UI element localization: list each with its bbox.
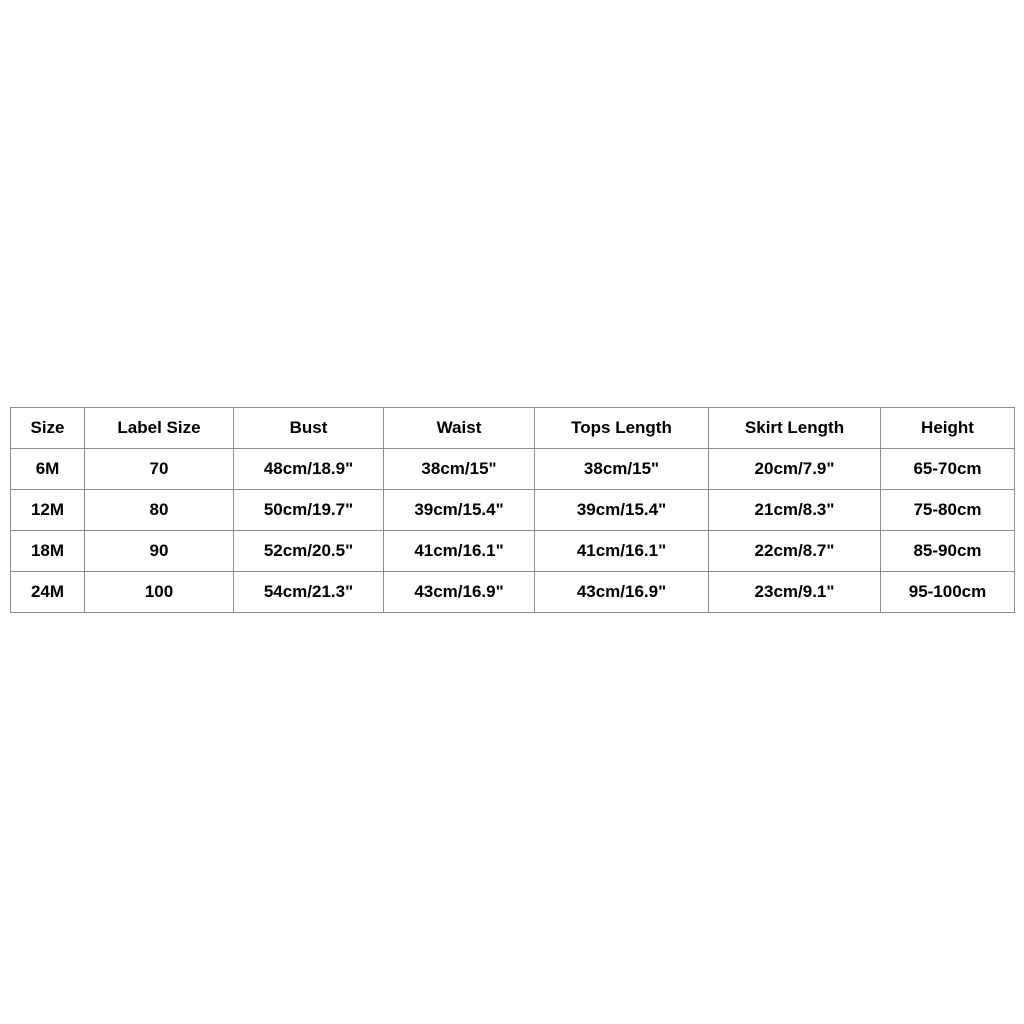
cell-skirt-length: 21cm/8.3" bbox=[709, 490, 881, 531]
header-skirt-length: Skirt Length bbox=[709, 408, 881, 449]
cell-bust: 48cm/18.9" bbox=[234, 449, 384, 490]
cell-waist: 39cm/15.4" bbox=[384, 490, 535, 531]
cell-skirt-length: 23cm/9.1" bbox=[709, 572, 881, 613]
cell-bust: 50cm/19.7" bbox=[234, 490, 384, 531]
header-height: Height bbox=[881, 408, 1015, 449]
cell-tops-length: 38cm/15" bbox=[535, 449, 709, 490]
cell-waist: 41cm/16.1" bbox=[384, 531, 535, 572]
cell-height: 95-100cm bbox=[881, 572, 1015, 613]
table-row bbox=[11, 490, 1015, 531]
cell-label-size: 70 bbox=[85, 449, 234, 490]
cell-skirt-length: 20cm/7.9" bbox=[709, 449, 881, 490]
cell-height: 75-80cm bbox=[881, 490, 1015, 531]
cell-waist: 38cm/15" bbox=[384, 449, 535, 490]
table-row bbox=[11, 531, 1015, 572]
cell-tops-length: 43cm/16.9" bbox=[535, 572, 709, 613]
cell-tops-length: 39cm/15.4" bbox=[535, 490, 709, 531]
cell-bust: 52cm/20.5" bbox=[234, 531, 384, 572]
cell-bust: 54cm/21.3" bbox=[234, 572, 384, 613]
header-row bbox=[11, 408, 1015, 449]
cell-label-size: 100 bbox=[85, 572, 234, 613]
cell-label-size: 80 bbox=[85, 490, 234, 531]
cell-size: 6M bbox=[11, 449, 85, 490]
cell-height: 65-70cm bbox=[881, 449, 1015, 490]
cell-size: 18M bbox=[11, 531, 85, 572]
size-chart-table bbox=[10, 407, 1015, 613]
header-tops-length: Tops Length bbox=[535, 408, 709, 449]
header-label-size: Label Size bbox=[85, 408, 234, 449]
table-row bbox=[11, 572, 1015, 613]
cell-label-size: 90 bbox=[85, 531, 234, 572]
header-bust: Bust bbox=[234, 408, 384, 449]
table-row bbox=[11, 449, 1015, 490]
cell-skirt-length: 22cm/8.7" bbox=[709, 531, 881, 572]
cell-tops-length: 41cm/16.1" bbox=[535, 531, 709, 572]
cell-size: 24M bbox=[11, 572, 85, 613]
cell-height: 85-90cm bbox=[881, 531, 1015, 572]
cell-waist: 43cm/16.9" bbox=[384, 572, 535, 613]
header-waist: Waist bbox=[384, 408, 535, 449]
header-size: Size bbox=[11, 408, 85, 449]
cell-size: 12M bbox=[11, 490, 85, 531]
